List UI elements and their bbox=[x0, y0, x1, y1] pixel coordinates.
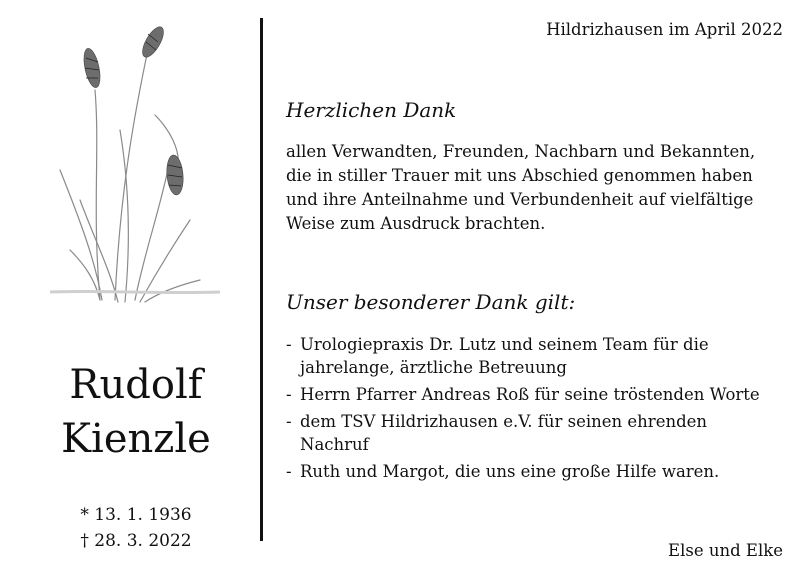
list-item bbox=[286, 460, 786, 483]
thanks-line: allen Verwandten, Freunden, Nachbarn und Bekannten, bbox=[286, 142, 756, 161]
thanks-line: die in stiller Trauer mit uns Abschied genommen haben bbox=[286, 166, 753, 185]
dash-bullet: - bbox=[286, 385, 292, 404]
wheat-ears-icon bbox=[40, 20, 230, 305]
special-thanks-heading: Unser besonderer Dank gilt: bbox=[286, 290, 576, 314]
death-date: † 28. 3. 2022 bbox=[80, 531, 192, 551]
thanks-line: und ihre Anteilnahme und Verbundenheit auf vielfältige bbox=[286, 190, 754, 209]
special-thanks-list bbox=[286, 333, 786, 487]
birth-date: * 13. 1. 1936 bbox=[80, 505, 192, 525]
deceased-first-name: Rudolf bbox=[69, 362, 203, 408]
dash-bullet: - bbox=[286, 412, 292, 431]
list-item-text: Urologiepraxis Dr. Lutz und seinem Team für die bbox=[300, 335, 709, 354]
vertical-divider bbox=[260, 18, 263, 541]
dash-bullet: - bbox=[286, 462, 292, 481]
list-item bbox=[286, 333, 786, 379]
list-item-text: Herrn Pfarrer Andreas Roß für seine tröstenden Worte bbox=[300, 385, 760, 404]
list-item-text: Ruth und Margot, die uns eine große Hilfe waren. bbox=[300, 462, 720, 481]
list-item-text: jahrelange, ärztliche Betreuung bbox=[300, 358, 567, 377]
list-item-text: dem TSV Hildrizhausen e.V. für seinen ehrenden bbox=[300, 412, 708, 431]
left-column bbox=[0, 0, 260, 585]
list-item-text: Nachruf bbox=[300, 435, 369, 454]
list-item bbox=[286, 383, 786, 406]
signature: Else und Elke bbox=[668, 541, 783, 560]
place-date: Hildrizhausen im April 2022 bbox=[546, 20, 783, 39]
list-item bbox=[286, 410, 786, 456]
thanks-paragraph bbox=[286, 140, 781, 236]
thanks-heading: Herzlichen Dank bbox=[286, 98, 457, 122]
thanks-line: Weise zum Ausdruck brachten. bbox=[286, 214, 546, 233]
dash-bullet: - bbox=[286, 335, 292, 354]
deceased-last-name: Kienzle bbox=[61, 416, 211, 462]
